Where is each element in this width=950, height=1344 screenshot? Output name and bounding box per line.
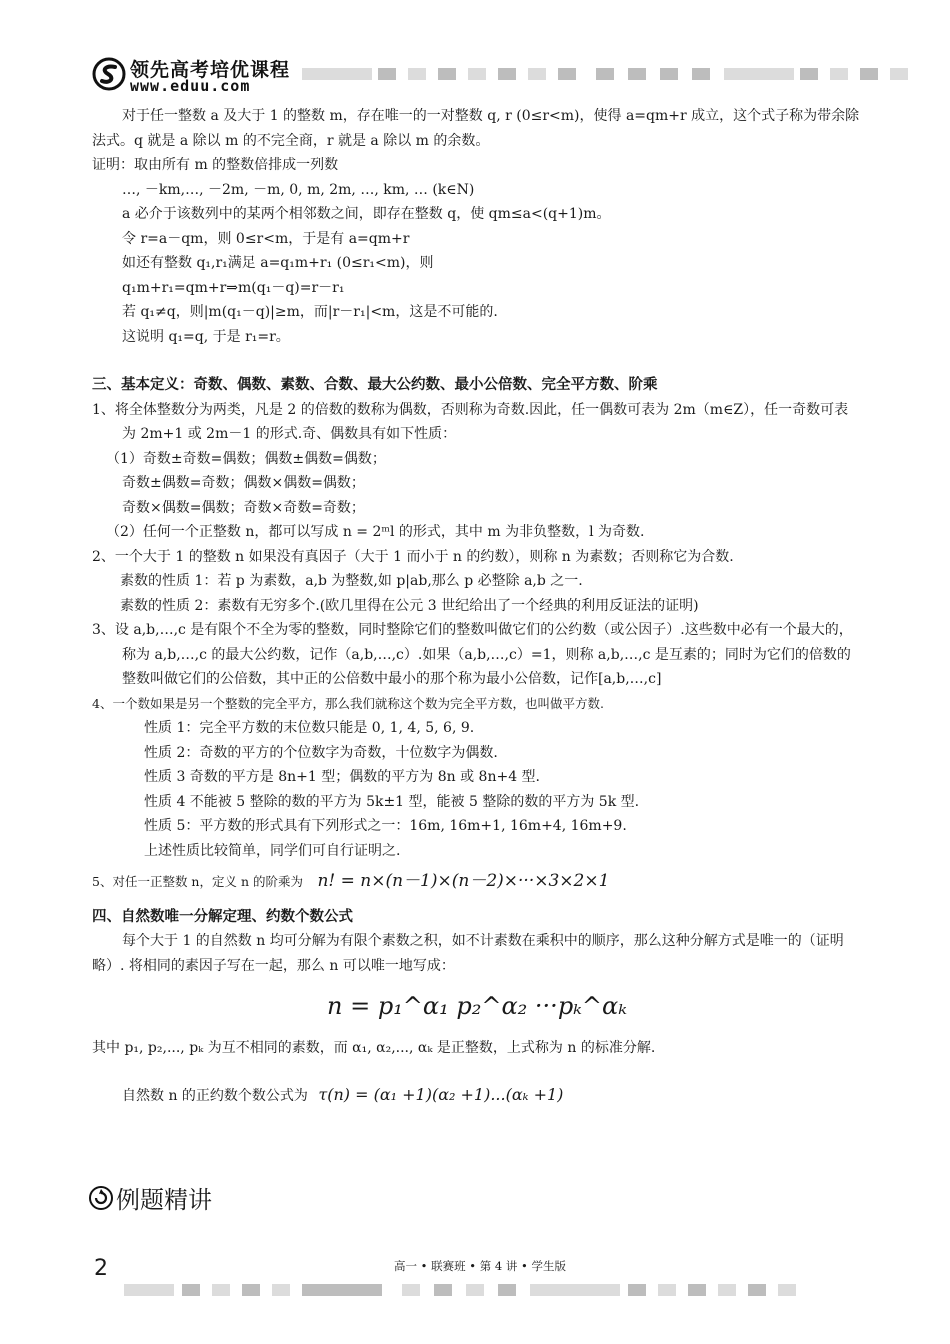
factorization-explanation: 其中 p₁, p₂,..., pₖ 为互不相同的素数，而 α₁, α₂,..., αₖ 是正整数，上式称为 n 的标准分解. [92,1040,656,1056]
section-3-heading: 三、基本定义：奇数、偶数、素数、合数、最大公约数、最小公倍数、完全平方数、阶乘 [92,377,658,393]
divisor-count-text: 自然数 n 的正约数个数公式为 [122,1087,308,1104]
proof-line: 令 r=a－qm，则 0≤r<m，于是有 a=qm+r [122,230,410,247]
factorial-text: 5、对任一正整数 n，定义 n 的阶乘为 [92,874,303,889]
odd-even-property: 奇数×偶数=偶数；奇数×奇数=奇数； [122,499,365,516]
page-number: 2 [94,1256,108,1281]
prime-property: 素数的性质 2：素数有无穷多个.(欧几里得在公元 3 世纪给出了一个经典的利用反证法的证明) [120,597,699,614]
gcd-lcm-definition: 3、设 a,b,…,c 是有限个不全为零的整数，同时整除它们的整数叫做它们的公约数（或公因子）.这些数中必有一个最大的，称为 a,b,…,c 的最大公约数，记作（a,b,…,c）.如果（a,b,…,c）=1，则称 a,b,…,c 是互素的；同时为它们的倍数的整数叫做它们的公倍数，其中正的公倍数中最小的那个称为最小公倍数，记作[a,b,…,c] [92,622,853,687]
square-property: 性质 2：奇数的平方的个位数字为奇数，十位数字为偶数. [144,744,498,761]
factorial-definition [92,869,862,895]
odd-even-definition: 1、将全体整数分为两类，凡是 2 的倍数的数称为偶数，否则称为奇数.因此，任一偶数可表为 2m（m∈Z），任一奇数可表为 2m+1 或 2m－1 的形式.奇、偶数具有如下性质： [92,401,849,442]
proof-line: …, －km,…, －2m, －m, 0, m, 2m, …, km, … (k∈N) [122,181,475,198]
main-content [92,104,862,1108]
square-note: 上述性质比较简单，同学们可自行证明之. [144,842,401,859]
proof-line: 如还有整数 q₁,r₁满足 a=q₁m+r₁ (0≤r₁<m)，则 [122,255,434,271]
square-property: 性质 4 不能被 5 整除的数的平方为 5k±1 型，能被 5 整除的数的平方为 5k 型. [144,793,640,810]
footer-caption: 高一 • 联赛班 • 第 4 讲 • 学生版 [394,1259,566,1273]
logo-swirl-icon [92,57,126,91]
square-property: 性质 1：完全平方数的末位数只能是 0, 1, 4, 5, 6, 9. [144,720,475,736]
brand-name: 领先高考培优课程 [130,59,291,81]
brand-url: www.eduu.com [130,77,251,95]
standard-factorization-formula: n = p₁^α₁ p₂^α₂ ···pₖ^αₖ [327,992,627,1020]
square-property: 性质 3 奇数的平方是 8n+1 型；偶数的平方为 8n 或 8n+4 型. [144,769,541,785]
brand-logo [92,55,332,95]
proof-line: q₁m+r₁=qm+r⇒m(q₁－q)=r－r₁ [122,279,345,296]
odd-even-property: （1）奇数±奇数=偶数；偶数±偶数=偶数； [106,450,386,467]
proof-label: 证明：取由所有 m 的整数倍排成一列数 [92,157,339,173]
proof-line: 这说明 q₁=q, 于是 r₁=r。 [122,328,290,345]
square-property: 性质 5：平方数的形式具有下列形式之一：16m, 16m+1, 16m+4, 16m+9. [144,818,627,834]
factorial-formula: n! = n×(n－1)×(n－2)×···×3×2×1 [317,871,610,891]
proof-line: a 必介于该数列中的某两个相邻数之间，即存在整数 q，使 qm≤a<(q+1)m。 [122,206,611,222]
footer-decoration-bar [124,1284,796,1296]
perfect-square-definition: 4、一个数如果是另一个整数的完全平方，那么我们就称这个数为完全平方数，也叫做平方数. [92,695,604,711]
prime-property: 素数的性质 1：若 p 为素数，a,b 为整数,如 p|ab,那么 p 必整除 a,b 之一. [120,573,583,589]
header-decoration-bar [302,68,908,80]
example-section-heading [88,1180,212,1215]
circular-arrow-icon [88,1185,114,1211]
example-title: 例题精讲 [116,1186,212,1214]
factorization-paragraph: 每个大于 1 的自然数 n 均可分解为有限个素数之积，如不计素数在乘积中的顺序，那么这种分解方式是唯一的（证明略）. 将相同的素因子写在一起，那么 n 可以唯一地写成： [92,933,844,974]
division-theorem-paragraph: 对于任一整数 a 及大于 1 的整数 m，存在唯一的一对整数 q, r (0≤r<m)，使得 a=qm+r 成立，这个式子称为带余除法式。q 就是 a 除以 m 的不完全商，r 就是 a 除以 m 的余数。 [92,108,860,149]
divisor-count-expression: τ(n) = (α₁ +1)(α₂ +1)...(αₖ +1) [318,1084,564,1104]
odd-even-property: 奇数±偶数=奇数；偶数×偶数=偶数； [122,475,365,491]
divisor-count-formula [92,1083,862,1109]
page-header [0,0,950,100]
proof-line: 若 q₁≠q，则|m(q₁－q)|≥m，而|r－r₁|<m，这是不可能的. [122,304,498,320]
power-of-two-property: （2）任何一个正整数 n，都可以写成 n = 2ᵐl 的形式，其中 m 为非负整数，l 为奇数. [106,524,645,540]
prime-definition: 2、一个大于 1 的整数 n 如果没有真因子（大于 1 而小于 n 的约数），则称 n 为素数；否则称它为合数. [92,548,734,565]
section-4-heading: 四、自然数唯一分解定理、约数个数公式 [92,908,353,925]
